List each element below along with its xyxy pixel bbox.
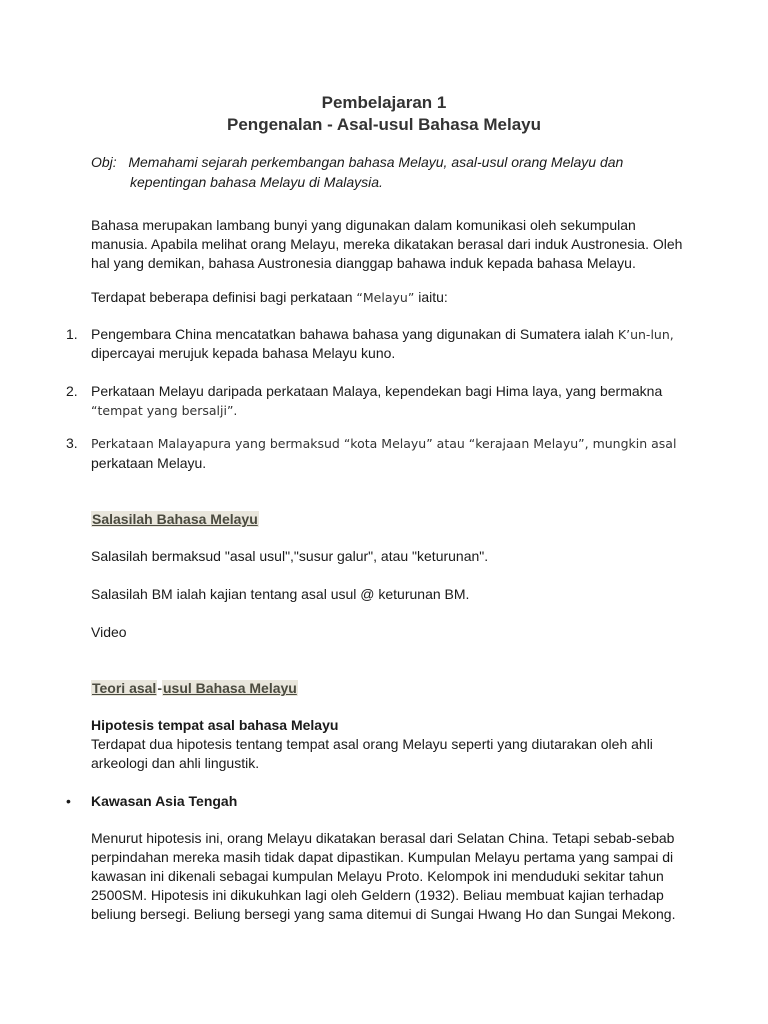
salasilah-heading-text: Salasilah Bahasa Melayu bbox=[92, 511, 258, 527]
list-number-1: 1. bbox=[66, 326, 78, 342]
kawasan-line-5: beliung bersegi. Beliung bersegi yang sama ditemui di Sungai Hwang Ho dan Sungai Mekong. bbox=[91, 906, 676, 922]
hipotesis-line-1: Terdapat dua hipotesis tentang tempat asal orang Melayu seperti yang diutarakan oleh ahli bbox=[91, 736, 653, 752]
objective-label: Obj: bbox=[91, 154, 117, 170]
objective-line-2: kepentingan bahasa Melayu di Malaysia. bbox=[130, 174, 383, 190]
list-item-1-prefix: Pengembara China mencatatkan bahawa bahasa yang digunakan di Sumatera ialah bbox=[91, 326, 615, 342]
teori-heading-part-1: Teori asal bbox=[92, 680, 157, 696]
list-number-2: 2. bbox=[66, 383, 78, 399]
list-item-1-quote: K’un-lun, bbox=[617, 327, 674, 342]
kawasan-line-4: 2500SM. Hipotesis ini dikukuhkan lagi oleh Geldern (1932). Beliau membuat kajian terhadap bbox=[91, 887, 664, 903]
definition-suffix: iaitu: bbox=[418, 289, 448, 305]
definition-line bbox=[91, 288, 691, 308]
salasilah-heading bbox=[91, 510, 259, 530]
list-item-2-line-1: Perkataan Melayu daripada perkataan Malaya, kependekan bagi Hima laya, yang bermakna bbox=[91, 383, 663, 399]
kawasan-line-1: Menurut hipotesis ini, orang Melayu dikatakan berasal dari Selatan China. Tetapi sebab-sebab bbox=[91, 830, 675, 846]
salasilah-line-2: Salasilah BM ialah kajian tentang asal usul @ keturunan BM. bbox=[91, 586, 470, 602]
teori-heading-dash: - bbox=[157, 680, 162, 696]
page-title: Pembelajaran 1 bbox=[321, 93, 447, 112]
definition-quote: “Melayu” bbox=[356, 290, 415, 305]
list-item-3-line-1: Perkataan Malayapura yang bermaksud “kota Melayu” atau “kerajaan Melayu”, mungkin asal bbox=[91, 436, 677, 451]
list-item-3-line-2: perkataan Melayu. bbox=[91, 455, 207, 471]
salasilah-video: Video bbox=[91, 624, 127, 640]
kawasan-heading: Kawasan Asia Tengah bbox=[91, 793, 238, 809]
salasilah-line-1: Salasilah bermaksud "asal usul","susur galur", atau "keturunan". bbox=[91, 548, 489, 564]
list-item-2-line-2: “tempat yang bersalji”. bbox=[91, 403, 238, 418]
kawasan-line-2: perpindahan mereka masih tidak dapat dipastikan. Kumpulan Melayu pertama yang sampai di bbox=[91, 849, 674, 865]
list-number-3: 3. bbox=[66, 435, 78, 451]
objective-text-1: Memahami sejarah perkembangan bahasa Melayu, asal-usul orang Melayu dan bbox=[128, 154, 624, 170]
hipotesis-line-2: arkeologi dan ahli lingustik. bbox=[91, 755, 260, 771]
objective-line-1 bbox=[91, 153, 691, 173]
teori-heading-part-2: usul Bahasa Melayu bbox=[163, 680, 297, 696]
intro-line-1: Bahasa merupakan lambang bunyi yang digunakan dalam komunikasi oleh sekumpulan bbox=[91, 217, 636, 233]
definition-prefix: Terdapat beberapa definisi bagi perkataan bbox=[91, 289, 353, 305]
intro-line-2: manusia. Apabila melihat orang Melayu, mereka dikatakan berasal dari induk Austronesia. Oleh bbox=[91, 236, 683, 252]
teori-heading bbox=[91, 679, 298, 699]
kawasan-line-3: kawasan ini dikenali sebagai kumpulan Melayu Proto. Kelompok ini menduduki sekitar tahun bbox=[91, 868, 664, 884]
bullet-marker: • bbox=[66, 793, 71, 809]
hipotesis-subheading: Hipotesis tempat asal bahasa Melayu bbox=[91, 717, 339, 733]
page-subtitle: Pengenalan - Asal-usul Bahasa Melayu bbox=[227, 115, 541, 134]
list-item-1-line-1 bbox=[91, 325, 691, 345]
list-item-1-line-2: dipercayai merujuk kepada bahasa Melayu kuno. bbox=[91, 345, 396, 361]
intro-line-3: hal yang demikan, bahasa Austronesia dianggap bahawa induk kepada bahasa Melayu. bbox=[91, 255, 636, 271]
